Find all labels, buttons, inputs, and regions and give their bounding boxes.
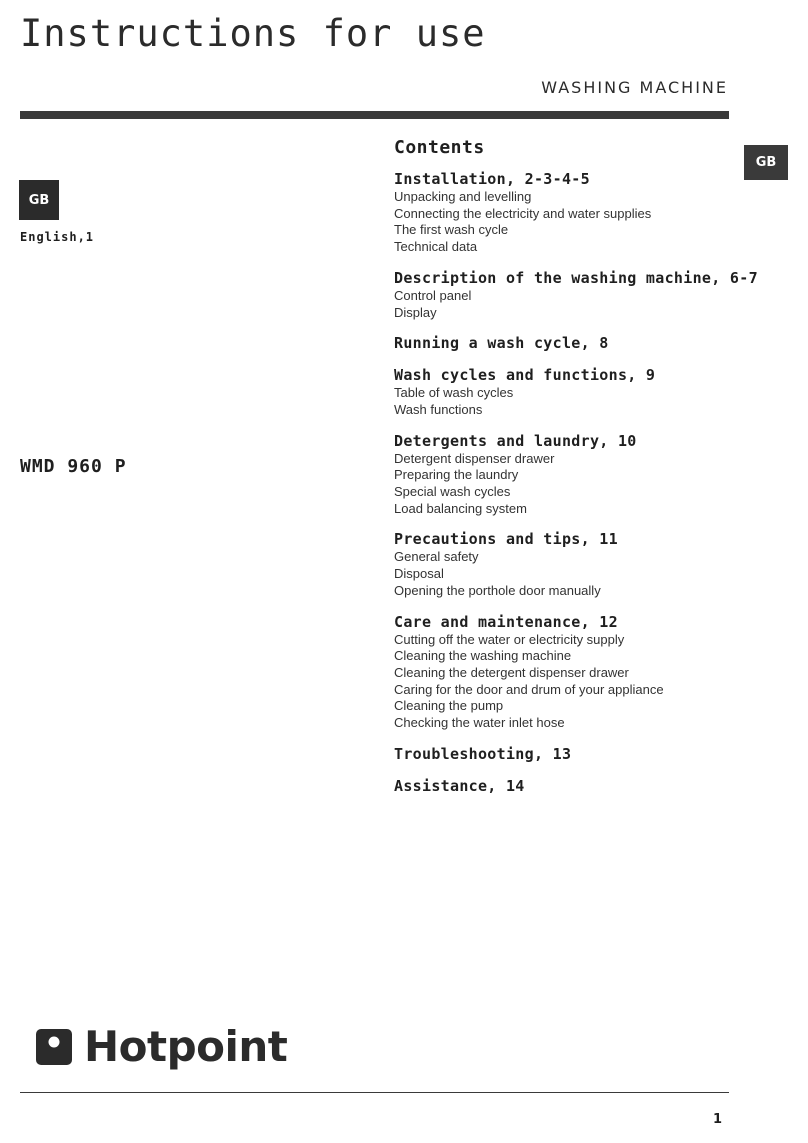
section-item: Connecting the electricity and water supplies: [394, 205, 652, 221]
contents-section: [394, 530, 739, 599]
section-title: Wash cycles and functions, 9: [394, 366, 656, 385]
section-item: Cleaning the washing machine: [394, 648, 572, 664]
section-title: Detergents and laundry, 10: [394, 431, 637, 450]
section-item: Display: [394, 304, 437, 320]
section-item: Caring for the door and drum of your appliance: [394, 681, 664, 697]
section-item: Technical data: [394, 239, 478, 255]
contents-section: [394, 432, 739, 518]
document-subtitle: WASHING MACHINE: [541, 78, 728, 97]
contents-sections: [394, 170, 758, 796]
section-item: Cutting off the water or electricity supply: [394, 631, 625, 647]
section-title: Troubleshooting, 13: [394, 744, 572, 763]
section-item: Disposal: [394, 566, 444, 582]
hotpoint-logo-icon: [36, 1029, 72, 1065]
section-title: Installation, 2-3-4-5: [394, 170, 590, 188]
section-item: Checking the water inlet hose: [394, 715, 565, 731]
section-item: Detergent dispenser drawer: [394, 450, 555, 466]
section-item: Preparing the laundry: [394, 467, 519, 483]
section-item: General safety: [394, 549, 479, 565]
section-title: Description of the washing machine, 6-7: [394, 268, 758, 287]
bottom-divider: [20, 1092, 729, 1093]
contents-section: [394, 745, 739, 764]
contents-section: [394, 170, 739, 256]
brand-logo: [36, 1022, 287, 1071]
contents-section: [394, 366, 739, 418]
section-item: Cleaning the pump: [394, 698, 504, 714]
section-item: Table of wash cycles: [394, 385, 514, 401]
contents-section: [394, 268, 758, 321]
contents-heading: Contents: [394, 137, 485, 158]
page-number: 1: [712, 1112, 722, 1127]
section-title: Care and maintenance, 12: [394, 612, 618, 631]
language-label: English,1: [20, 230, 95, 244]
section-item: Unpacking and levelling: [394, 189, 532, 204]
language-badge: GB: [19, 180, 59, 220]
section-item: Opening the porthole door manually: [394, 582, 601, 598]
language-side-tab: GB: [744, 145, 788, 180]
brand-name: Hotpoint: [84, 1022, 288, 1071]
model-number: WMD 960 P: [20, 456, 127, 477]
contents-section: [394, 613, 739, 732]
section-item: The first wash cycle: [394, 222, 509, 238]
top-divider: [20, 111, 729, 119]
contents-section: [394, 334, 739, 353]
page-title: Instructions for use: [20, 12, 486, 55]
section-title: Assistance, 14: [394, 776, 525, 795]
section-item: Cleaning the detergent dispenser drawer: [394, 664, 629, 680]
contents-section: [394, 777, 739, 796]
section-item: Wash functions: [394, 401, 483, 417]
section-item: Special wash cycles: [394, 484, 511, 500]
section-title: Precautions and tips, 11: [394, 530, 618, 549]
table-of-contents: [394, 137, 758, 809]
section-item: Load balancing system: [394, 500, 527, 516]
section-title: Running a wash cycle, 8: [394, 334, 609, 353]
section-item: Control panel: [394, 287, 472, 303]
